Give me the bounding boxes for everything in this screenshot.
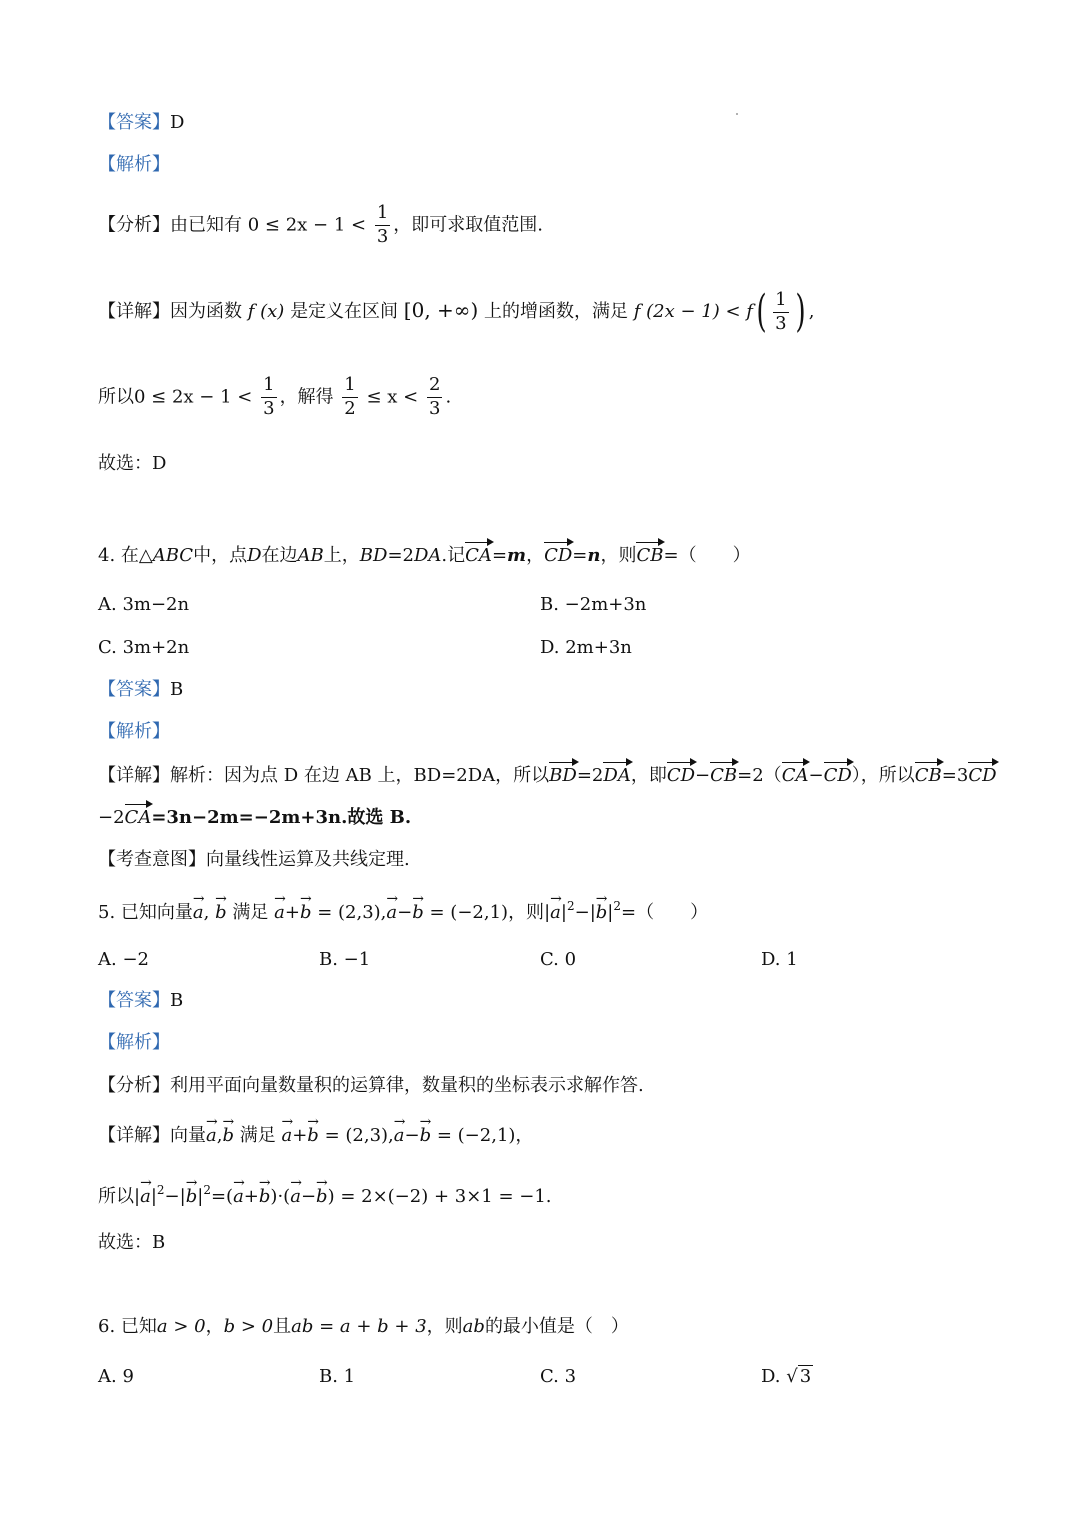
vector-ca: CA [465,545,492,566]
q4-option-b: B. −2m+3n [540,594,647,615]
vector-ca: CA [124,807,152,828]
q5-option-b: B. −1 [319,949,371,970]
q5-analysis-tag: 【解析】 [98,1032,170,1053]
vector-cd: CD [544,545,573,566]
speck [736,113,738,115]
q6-option-c: C. 3 [540,1366,577,1387]
q5-option-c: C. 0 [540,949,577,970]
vector-cd: CD [968,765,997,786]
q6-option-d: D. √ 3 [761,1366,812,1387]
q4-answer-line: 【答案】B [98,679,184,700]
fraction-two-thirds: $\frac{2}{3}$ [428,374,441,419]
q3-analysis-tag: 【解析】 [98,154,170,175]
q4-intent-line: 【考查意图】向量线性运算及共线定理. [98,849,410,870]
vector-cb: CB [636,545,664,566]
q6-option-a: A. 9 [98,1366,134,1387]
fraction-one-half: $\frac{1}{2}$ [344,374,356,419]
q4-option-a: A. 3m−2n [98,594,190,615]
q6-option-b: B. 1 [319,1366,356,1387]
sqrt-three: √ 3 [786,1366,812,1387]
q4-option-d: D. 2m+3n [540,637,632,658]
q5-option-d: D. 1 [761,949,798,970]
q4-option-c: C. 3m+2n [98,637,190,658]
q3-fenxi-line: 【分析】由已知有 0 ≤ 2x − 1 < $\frac{1}{3}$ ，即可求取值范围. [98,202,544,247]
vector-da: DA [603,765,631,786]
q3-detail-line: 【详解】因为函数 f (x) 是定义在区间 [0, +∞) 上的增函数，满足 f (2x − 1) < f( $\frac{1}{3}$ ) , [98,286,815,337]
q3-solve-line: 所以0 ≤ 2x − 1 < $\frac{1}{3}$ ，解得 $\frac{1}{2}$ ≤ x < $\frac{2}{3}$ . [98,374,452,419]
q3-answer-line: 【答案】D [98,112,185,133]
q5-fenxi-line: 【分析】利用平面向量数量积的运算律，数量积的坐标表示求解作答. [98,1075,644,1096]
fraction-one-third: $\frac{1}{3}$ [376,202,389,247]
q4-detail-line1: 【详解】解析：因为点 D 在边 AB 上，BD=2DA，所以BD=2DA，即CD−CB=2（CA−CD），所以CB=3CD [98,765,997,786]
q5-option-a: A. −2 [98,949,149,970]
q5-choose-line: 故选：B [98,1232,166,1253]
fraction-one-third: $\frac{1}{3}$ [775,288,787,334]
q5-detail-line: 【详解】向量→ a,→ b 满足 → a+→ b = (2,3),→ a−→ b = (−2,1)， [98,1127,533,1145]
q5-solve-line: 所以|→ $a|^2-|\to b|^2=(\to a+\to b)\cdot(\to a-\to b) = 2\times(-2) + 3\times 1 = -1$. [98,1184,552,1206]
q5-answer-line: 【答案】B [98,990,184,1011]
vector-cb: CB [914,765,942,786]
vector-cd: CD [823,765,852,786]
vector-bd: BD [549,765,577,786]
vector-ca: CA [781,765,809,786]
q3-choose-line: 故选：D [98,453,167,474]
q4-analysis-tag: 【解析】 [98,721,170,742]
vector-cd: CD [666,765,696,786]
vector-cb: CB [710,765,738,786]
q4-detail-line2: −2CA=3n−2m=−2m+3n.故选 B. [98,807,412,828]
q6-stem: 6. 已知a > 0，b > 0且ab = a + b + 3，则ab的最小值是（ ） [98,1316,629,1337]
q5-stem: 5. 已知向量→ a, → b 满足 → a+→ b = (2,3),→ a−→ b = (−2,1)，则|→ $a|^2-|\to b|^2=$（ ） [98,900,708,922]
q4-stem: 4. 在△ABC中，点D在边AB上，BD=2DA.记CA=m，CD=n，则CB=（ ） [98,545,751,566]
fraction-one-third: $\frac{1}{3}$ [263,374,275,419]
